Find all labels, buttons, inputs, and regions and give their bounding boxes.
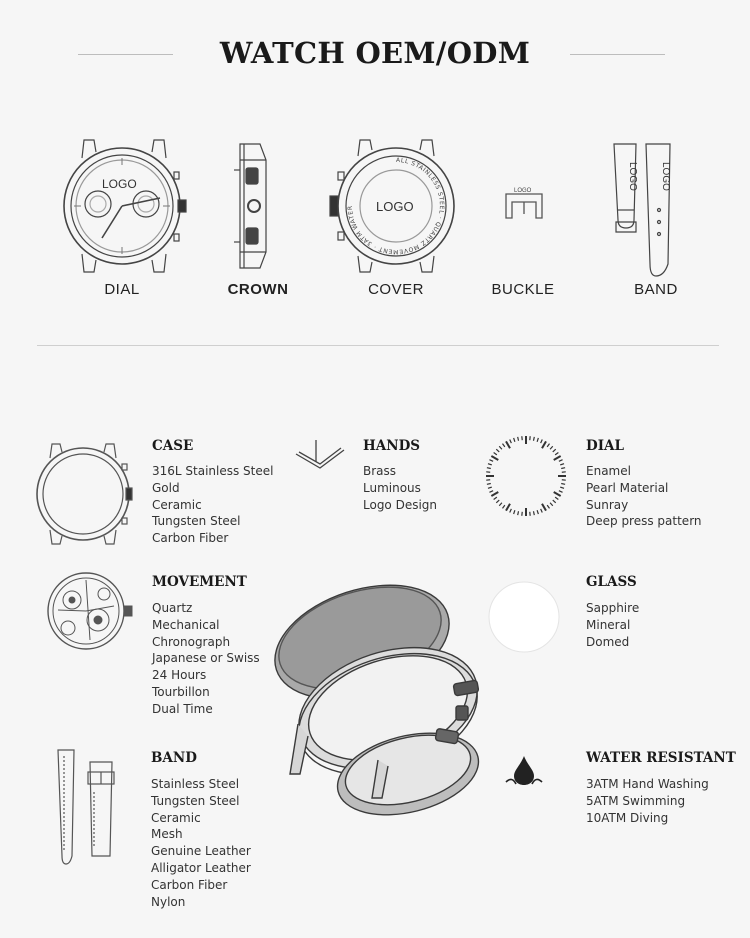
feature-list-hands: [363, 463, 437, 513]
buckle-logo-text: LOGO: [514, 188, 532, 194]
watch-dial-icon: [58, 138, 190, 274]
list-item: Nylon: [151, 894, 186, 909]
dial-tick: [494, 497, 497, 499]
dial-tick: [514, 510, 515, 514]
list-item: Ceramic: [152, 497, 202, 512]
part-label-band: BAND: [634, 281, 678, 298]
list-item: 316L Stainless Steel: [152, 464, 274, 478]
feature-title-band: BAND: [151, 750, 197, 766]
part-label-cover: COVER: [368, 281, 424, 298]
dial-tick: [554, 492, 561, 496]
list-item: 3ATM Hand Washing: [586, 777, 709, 791]
dial-tick: [533, 511, 534, 515]
dial-tick: [494, 452, 497, 454]
dial-tick: [542, 441, 546, 448]
list-item: Quartz: [152, 601, 193, 615]
list-item: 24 Hours: [152, 668, 207, 683]
dial-tick: [488, 464, 492, 465]
dial-tick: [561, 483, 565, 484]
dial-tick: [547, 505, 549, 508]
feature-title-hands: HANDS: [363, 438, 421, 454]
dial-tick: [489, 460, 493, 462]
list-item: Alligator Leather: [151, 860, 251, 875]
dial-tick: [489, 491, 493, 493]
list-item: Pearl Material: [586, 480, 669, 495]
dial-tick: [560, 464, 564, 465]
list-item: Luminous: [363, 480, 421, 495]
dial-tick: [491, 492, 498, 496]
section-divider: [37, 345, 719, 346]
feature-list-water: [586, 776, 709, 826]
list-item: Logo Design: [363, 497, 438, 512]
dial-tick: [514, 438, 515, 442]
watch-case-icon: [34, 442, 136, 546]
cover-ring-text: ALL STAINLESS STEEL · QUARTZ MOVEMENT · 3ATM WATER: [346, 156, 445, 256]
dial-tick: [537, 510, 538, 514]
dial-tick: [496, 500, 499, 503]
dial-tick: [550, 503, 553, 506]
watch-case-back-icon: [328, 138, 464, 274]
list-item: Ceramic: [151, 810, 201, 825]
dial-tick: [555, 497, 558, 499]
dial-markers-icon: [484, 434, 568, 518]
movement-icon: [38, 570, 134, 652]
feature-title-movement: MOVEMENT: [152, 574, 247, 590]
dial-tick: [510, 439, 512, 443]
feature-list-band: [151, 776, 251, 910]
title-rule-right: [570, 54, 665, 55]
dial-tick: [502, 505, 504, 508]
list-item: Mesh: [151, 827, 183, 842]
feature-list-case: [152, 463, 273, 547]
feature-list-glass: [586, 600, 639, 650]
dial-tick: [502, 444, 504, 447]
list-item: Enamel: [586, 464, 631, 478]
part-label-dial: DIAL: [104, 281, 140, 298]
page-title: WATCH OEM/ODM: [219, 36, 531, 70]
dial-tick: [541, 439, 543, 443]
list-item: Brass: [363, 464, 397, 478]
dial-tick: [510, 509, 512, 513]
list-item: Tourbillon: [152, 684, 210, 699]
glass-icon: [482, 580, 566, 654]
list-item: 10ATM Diving: [586, 810, 669, 825]
band-strap-icon: [54, 748, 118, 866]
list-item: Mechanical: [152, 617, 220, 632]
dial-tick: [542, 504, 546, 511]
dial-tick: [560, 487, 564, 488]
dial-tick: [559, 460, 563, 462]
part-label-buckle: BUCKLE: [491, 281, 555, 298]
band-logo-text-1: LOGO: [627, 162, 638, 191]
dial-tick: [553, 449, 556, 452]
list-item: Dual Time: [152, 701, 213, 716]
dial-tick: [554, 456, 561, 460]
list-item: Deep press pattern: [586, 514, 702, 529]
feature-list-movement: [152, 600, 260, 718]
dial-tick: [488, 487, 492, 488]
dial-tick: [487, 483, 491, 484]
list-item: 5ATM Swimming: [586, 793, 686, 808]
dial-tick: [506, 504, 510, 511]
list-item: Chronograph: [152, 634, 231, 649]
list-item: Sapphire: [586, 601, 640, 615]
buckle-icon: [502, 184, 546, 220]
watch-hands-icon: [294, 438, 346, 470]
feature-title-glass: GLASS: [586, 574, 637, 590]
dial-tick: [491, 456, 498, 460]
list-item: Domed: [586, 634, 630, 649]
dial-tick: [518, 437, 519, 441]
cover-logo-text: LOGO: [376, 199, 414, 214]
feature-title-water: WATER RESISTANT: [586, 750, 736, 766]
dial-logo-text: LOGO: [102, 177, 137, 191]
feature-list-dial: [586, 463, 702, 530]
watch-crown-side-icon: [232, 140, 276, 272]
list-item: Tungsten Steel: [151, 793, 240, 808]
dial-tick: [499, 446, 502, 449]
water-drop-icon: [504, 752, 544, 788]
band-logo-text-2: LOGO: [660, 162, 671, 191]
list-item: Tungsten Steel: [152, 514, 241, 529]
dial-tick: [506, 441, 510, 448]
dial-tick: [561, 468, 565, 469]
list-item: Carbon Fiber: [151, 877, 228, 892]
dial-tick: [533, 437, 534, 441]
list-item: Genuine Leather: [151, 844, 251, 859]
dial-tick: [559, 491, 563, 493]
feature-title-case: CASE: [152, 438, 194, 454]
list-item: Mineral: [586, 617, 631, 632]
dial-tick: [496, 449, 499, 452]
list-item: Gold: [152, 480, 180, 495]
dial-tick: [537, 438, 538, 442]
list-item: Sunray: [586, 497, 629, 512]
dial-tick: [555, 452, 558, 454]
dial-tick: [499, 503, 502, 506]
exploded-watch-case-icon: [268, 584, 496, 816]
dial-tick: [550, 446, 553, 449]
dial-tick: [518, 511, 519, 515]
list-item: Carbon Fiber: [152, 531, 229, 546]
feature-title-dial: DIAL: [586, 438, 624, 454]
strap-icon: [608, 140, 678, 278]
dial-tick: [553, 500, 556, 503]
list-item: Stainless Steel: [151, 777, 240, 791]
list-item: Japanese or Swiss: [152, 651, 260, 666]
part-label-crown: CROWN: [227, 281, 289, 298]
dial-tick: [541, 509, 543, 513]
dial-tick: [487, 468, 491, 469]
dial-tick: [547, 444, 549, 447]
